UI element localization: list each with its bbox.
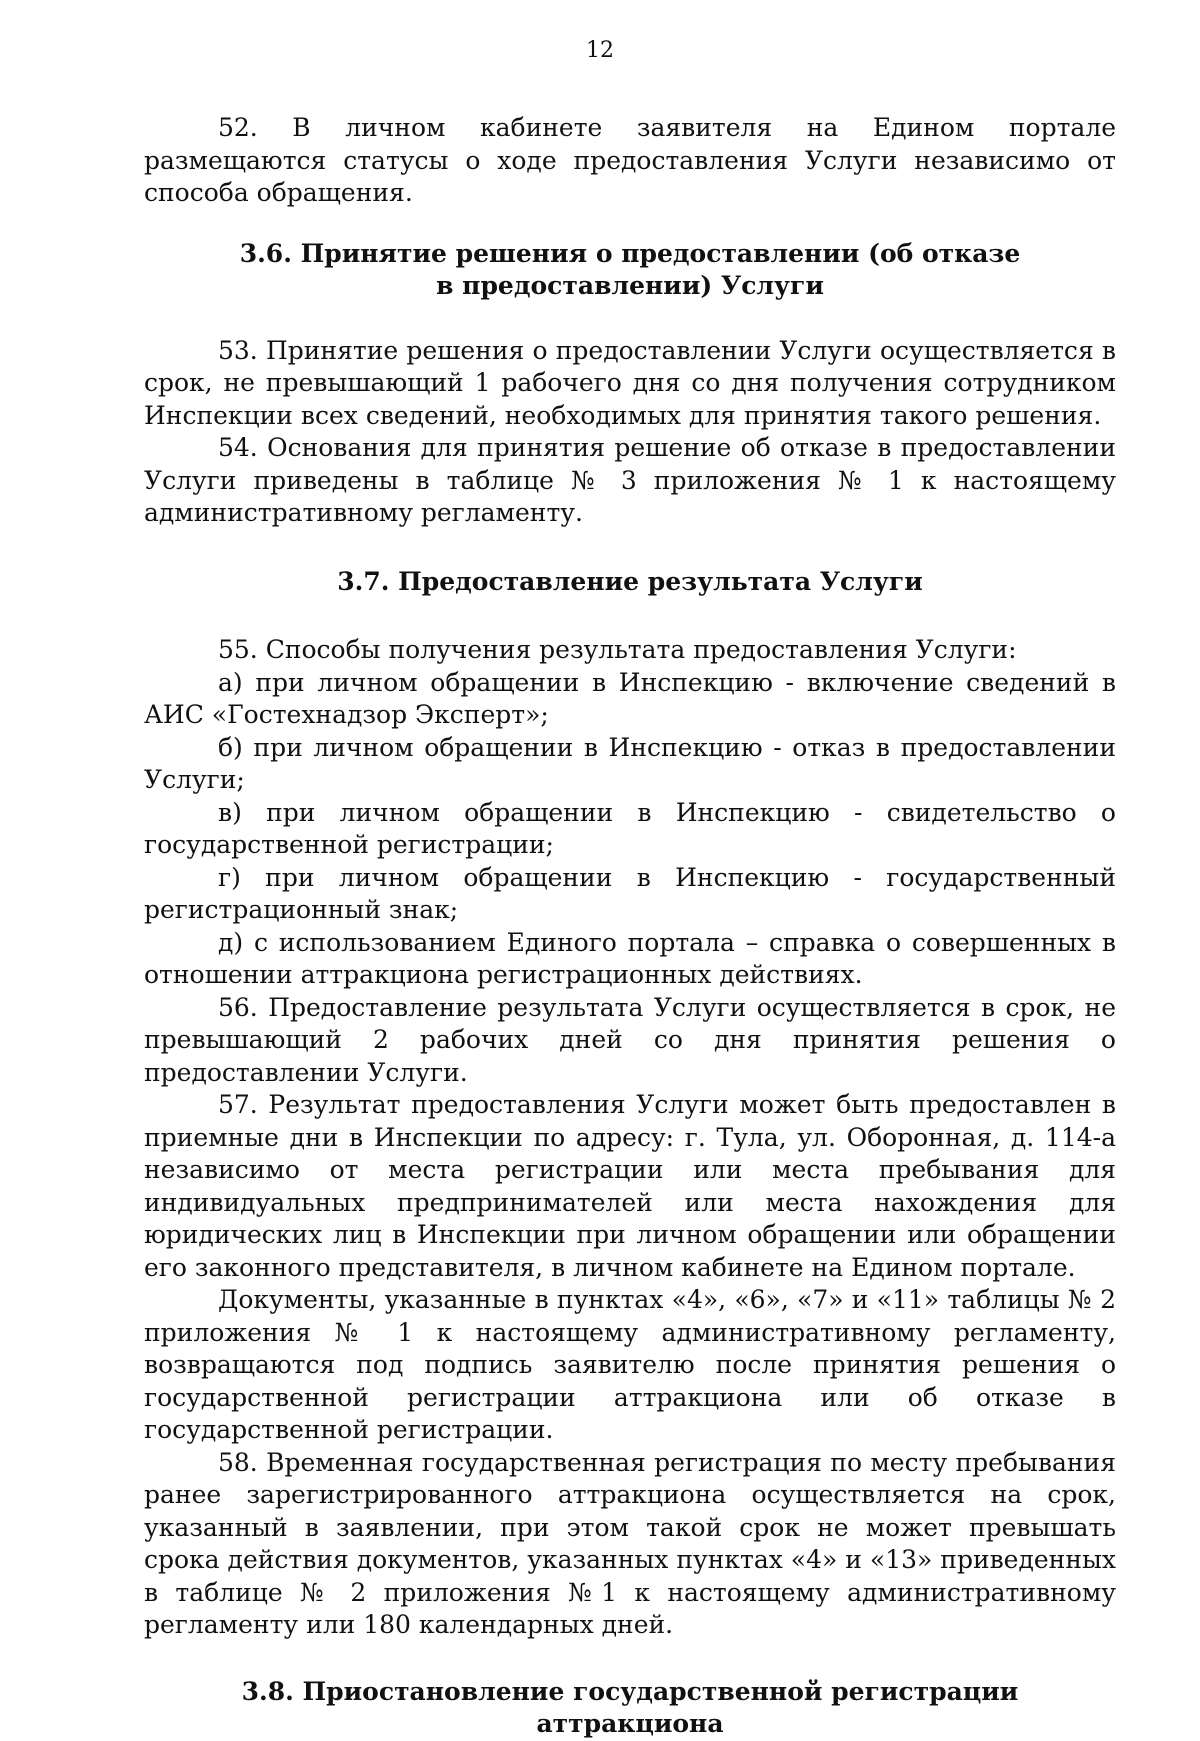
paragraph-55-a: а) при личном обращении в Инспекцию - включение сведений в АИС «Гостехнадзор Эксперт»; xyxy=(144,667,1116,729)
heading-3-8: 3.8. Приостановление государственной регистрации аттракциона xyxy=(241,1676,1019,1738)
paragraph-58: 58. Временная государственная регистрация по месту пребывания ранее зарегистрированного аттракциона осуществляется на срок, указанный в заявлении, при этом такой срок не может превышать срока действия документов, указанных пунктах «4» и «13» приведенных в таблице № 2 приложения №1 к настоящему административному регламенту или 180 календарных дней. xyxy=(144,1447,1116,1639)
paragraph-55-b: б) при личном обращении в Инспекцию - отказ в предоставлении Услуги; xyxy=(144,732,1116,794)
paragraph-53: 53. Принятие решения о предоставлении Услуги осуществляется в срок, не превышающий 1 рабочего дня со дня получения сотрудником Инспекции всех сведений, необходимых для принятия такого решения. xyxy=(144,335,1116,430)
paragraph-52: 52. В личном кабинете заявителя на Едином портале размещаются статусы о ходе предоставления Услуги независимо от способа обращения. xyxy=(144,113,1116,207)
heading-3-7: 3.7. Предоставление результата Услуги xyxy=(337,566,923,596)
paragraph-55-d: д) с использованием Единого портала – справка о совершенных в отношении аттракциона регистрационных действиях. xyxy=(144,927,1116,989)
paragraph-56: 56. Предоставление результата Услуги осуществляется в срок, не превышающий 2 рабочих дней со дня принятия решения о предоставлении Услуги. xyxy=(144,992,1116,1087)
paragraph-54: 54. Основания для принятия решение об отказе в предоставлении Услуги приведены в таблице № 3 приложения № 1 к настоящему административному регламенту. xyxy=(144,433,1116,527)
heading-3-6: 3.6. Принятие решения о предоставлении (об отказе в предоставлении) Услуги xyxy=(239,238,1021,300)
paragraph-55-g: г) при личном обращении в Инспекцию - государственный регистрационный знак; xyxy=(144,862,1116,924)
paragraph-55-v: в) при личном обращении в Инспекцию - свидетельство о государственной регистрации; xyxy=(144,797,1116,859)
page-number: 12 xyxy=(586,38,614,63)
paragraph-57-documents: Документы, указанные в пунктах «4», «6», «7» и «11» таблицы № 2 приложения № 1 к настоящему административному регламенту, возвращаются под подпись заявителю после принятия решения о государственной регистрации аттракциона или об отказе в государственной регистрации. xyxy=(144,1285,1116,1444)
paragraph-57: 57. Результат предоставления Услуги может быть предоставлен в приемные дни в Инспекции по адресу: г. Тула, ул. Оборонная, д. 114-а независимо от места регистрации или места пребывания для индивидуальных предпринимателей или места нахождения для юридических лиц в Инспекции при личном обращении или обращении его законного представителя, в личном кабинете на Едином портале. xyxy=(144,1090,1116,1282)
document-body xyxy=(144,112,1116,1741)
paragraph-55: 55. Способы получения результата предоставления Услуги: xyxy=(218,635,1017,664)
